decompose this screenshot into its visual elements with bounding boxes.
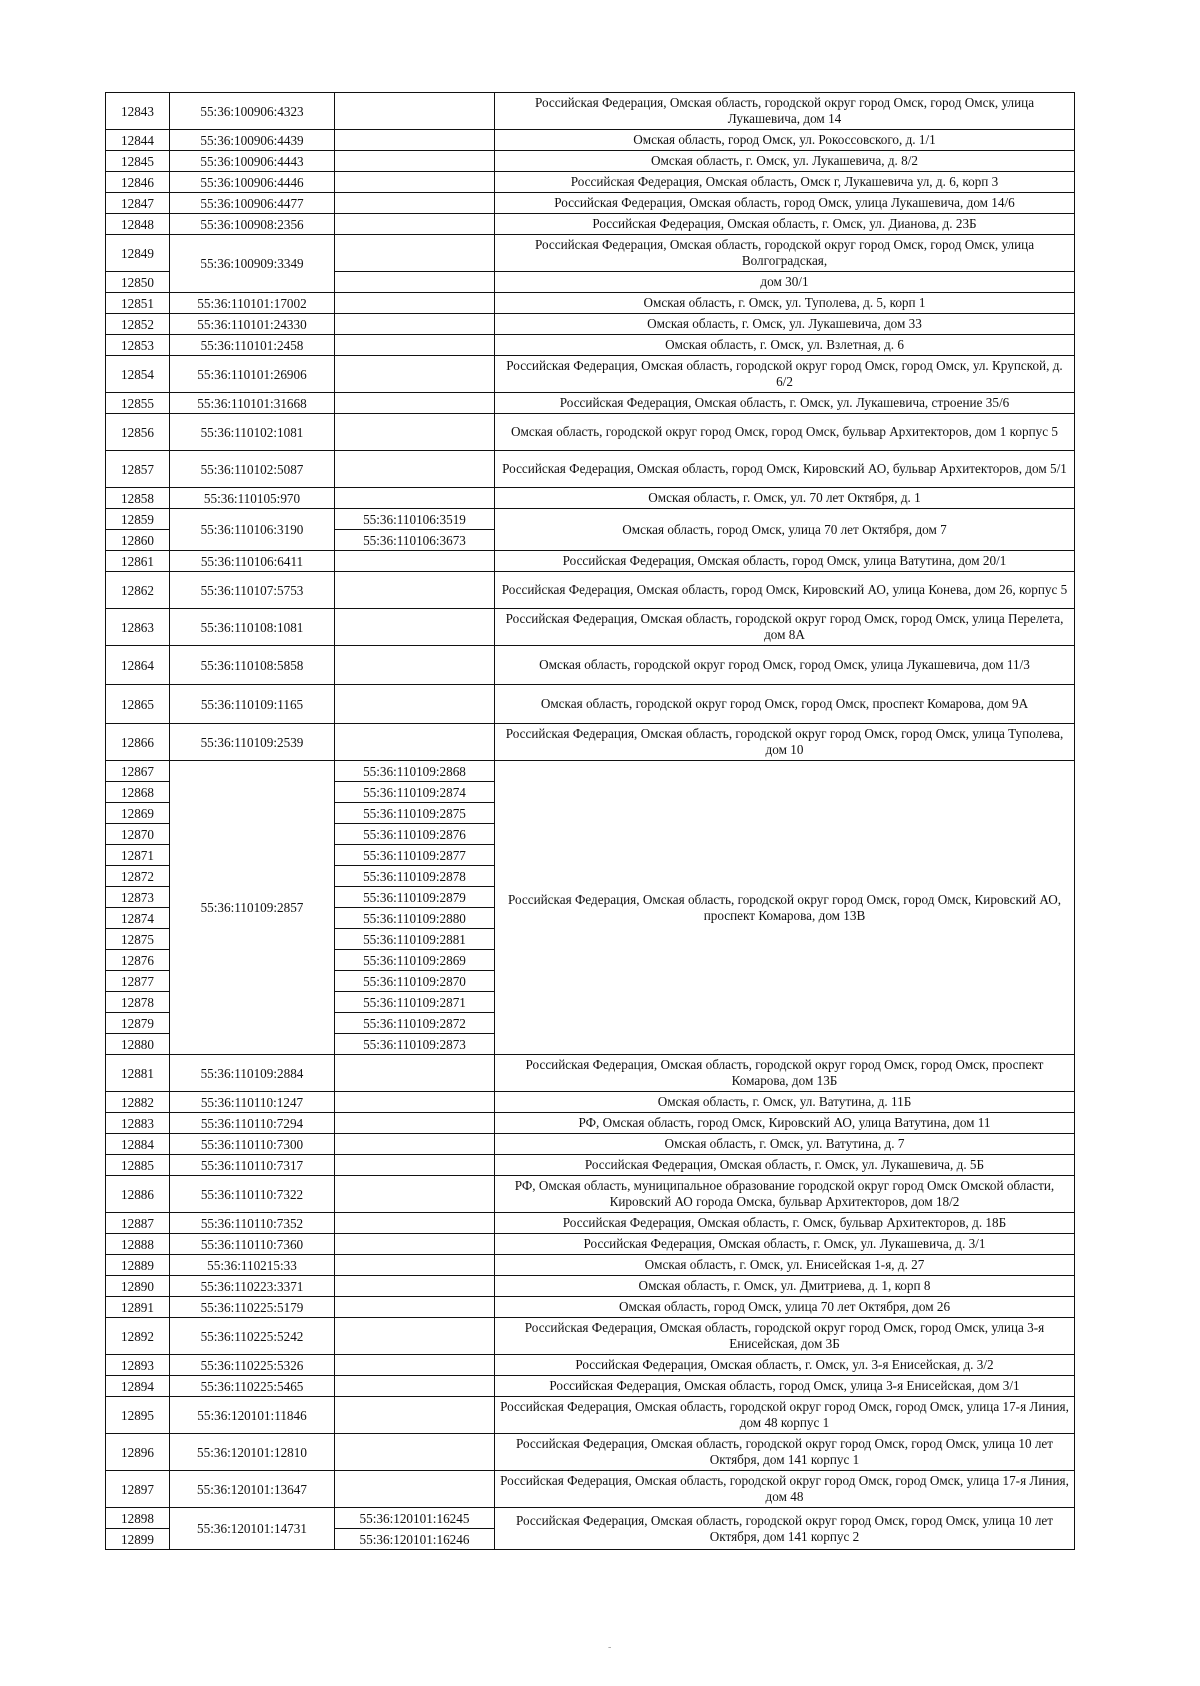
related-cadastral-cell bbox=[335, 685, 495, 724]
row-number-cell: 12866 bbox=[106, 724, 170, 761]
row-number-cell: 12888 bbox=[106, 1234, 170, 1255]
address-cell: Российская Федерация, Омская область, городской округ город Омск, город Омск, проспект Комарова, дом 13Б bbox=[495, 1055, 1075, 1092]
address-cell: Омская область, город Омск, улица 70 лет Октября, дом 7 bbox=[495, 509, 1075, 551]
row-number-cell: 12852 bbox=[106, 314, 170, 335]
cadastral-number-cell: 55:36:120101:12810 bbox=[170, 1434, 335, 1471]
row-number-cell: 12863 bbox=[106, 609, 170, 646]
related-cadastral-cell bbox=[335, 1134, 495, 1155]
cadastral-number-cell: 55:36:110215:33 bbox=[170, 1255, 335, 1276]
table-row bbox=[106, 1113, 1075, 1134]
address-cell: Омская область, г. Омск, ул. 70 лет Октября, д. 1 bbox=[495, 488, 1075, 509]
address-cell: Российская Федерация, Омская область, г. Омск, бульвар Архитекторов, д. 18Б bbox=[495, 1213, 1075, 1234]
related-cadastral-cell bbox=[335, 235, 495, 272]
table-row bbox=[106, 1297, 1075, 1318]
related-cadastral-cell bbox=[335, 551, 495, 572]
table-row bbox=[106, 609, 1075, 646]
row-number-cell: 12896 bbox=[106, 1434, 170, 1471]
cadastral-number-cell: 55:36:110109:2857 bbox=[170, 761, 335, 1055]
table-body bbox=[106, 93, 1075, 1550]
table-row bbox=[106, 1397, 1075, 1434]
table-row bbox=[106, 93, 1075, 130]
table-row bbox=[106, 1055, 1075, 1092]
related-cadastral-cell bbox=[335, 414, 495, 451]
cadastral-number-cell: 55:36:110110:1247 bbox=[170, 1092, 335, 1113]
related-cadastral-cell: 55:36:110109:2872 bbox=[335, 1013, 495, 1034]
row-number-cell: 12882 bbox=[106, 1092, 170, 1113]
address-cell: Омская область, городской округ город Омск, город Омск, бульвар Архитекторов, дом 1 корпус 5 bbox=[495, 414, 1075, 451]
related-cadastral-cell: 55:36:110106:3673 bbox=[335, 530, 495, 551]
related-cadastral-cell bbox=[335, 172, 495, 193]
row-number-cell: 12887 bbox=[106, 1213, 170, 1234]
row-number-cell: 12889 bbox=[106, 1255, 170, 1276]
row-number-cell: 12857 bbox=[106, 451, 170, 488]
cadastral-number-cell: 55:36:110106:6411 bbox=[170, 551, 335, 572]
table-row bbox=[106, 724, 1075, 761]
table-row bbox=[106, 1255, 1075, 1276]
row-number-cell: 12843 bbox=[106, 93, 170, 130]
related-cadastral-cell bbox=[335, 1055, 495, 1092]
table-row bbox=[106, 761, 1075, 782]
row-number-cell: 12869 bbox=[106, 803, 170, 824]
table-row bbox=[106, 1355, 1075, 1376]
row-number-cell: 12877 bbox=[106, 971, 170, 992]
row-number-cell: 12879 bbox=[106, 1013, 170, 1034]
cadastral-number-cell: 55:36:110102:1081 bbox=[170, 414, 335, 451]
table-row bbox=[106, 451, 1075, 488]
row-number-cell: 12858 bbox=[106, 488, 170, 509]
cadastral-number-cell: 55:36:110101:2458 bbox=[170, 335, 335, 356]
row-number-cell: 12861 bbox=[106, 551, 170, 572]
row-number-cell: 12880 bbox=[106, 1034, 170, 1055]
row-number-cell: 12859 bbox=[106, 509, 170, 530]
row-number-cell: 12867 bbox=[106, 761, 170, 782]
related-cadastral-cell: 55:36:110106:3519 bbox=[335, 509, 495, 530]
row-number-cell: 12893 bbox=[106, 1355, 170, 1376]
table-row bbox=[106, 130, 1075, 151]
cadastral-number-cell: 55:36:120101:11846 bbox=[170, 1397, 335, 1434]
row-number-cell: 12874 bbox=[106, 908, 170, 929]
address-cell: Российская Федерация, Омская область, г. Омск, ул. Лукашевича, строение 35/6 bbox=[495, 393, 1075, 414]
address-cell: Омская область, г. Омск, ул. Лукашевича, дом 33 bbox=[495, 314, 1075, 335]
row-number-cell: 12853 bbox=[106, 335, 170, 356]
address-cell: РФ, Омская область, город Омск, Кировский АО, улица Ватутина, дом 11 bbox=[495, 1113, 1075, 1134]
cadastral-number-cell: 55:36:110225:5326 bbox=[170, 1355, 335, 1376]
related-cadastral-cell bbox=[335, 572, 495, 609]
cadastral-number-cell: 55:36:110101:26906 bbox=[170, 356, 335, 393]
related-cadastral-cell: 55:36:110109:2868 bbox=[335, 761, 495, 782]
related-cadastral-cell bbox=[335, 1355, 495, 1376]
related-cadastral-cell: 55:36:120101:16245 bbox=[335, 1508, 495, 1529]
related-cadastral-cell bbox=[335, 314, 495, 335]
row-number-cell: 12883 bbox=[106, 1113, 170, 1134]
related-cadastral-cell bbox=[335, 393, 495, 414]
cadastral-number-cell: 55:36:120101:14731 bbox=[170, 1508, 335, 1550]
address-cell: Российская Федерация, Омская область, г. Омск, ул. Дианова, д. 23Б bbox=[495, 214, 1075, 235]
address-cell: Российская Федерация, Омская область, Омск г, Лукашевича ул, д. 6, корп 3 bbox=[495, 172, 1075, 193]
address-cell: Российская Федерация, Омская область, городской округ город Омск, город Омск, улица 3-я Енисейская, дом 3Б bbox=[495, 1318, 1075, 1355]
cadastral-number-cell: 55:36:100906:4439 bbox=[170, 130, 335, 151]
table-row bbox=[106, 193, 1075, 214]
address-cell: Российская Федерация, Омская область, городской округ город Омск, город Омск, улица 17-я Линия, дом 48 bbox=[495, 1471, 1075, 1508]
address-cell: дом 30/1 bbox=[495, 272, 1075, 293]
cadastral-number-cell: 55:36:110101:31668 bbox=[170, 393, 335, 414]
cadastral-number-cell: 55:36:110101:24330 bbox=[170, 314, 335, 335]
related-cadastral-cell: 55:36:110109:2874 bbox=[335, 782, 495, 803]
related-cadastral-cell bbox=[335, 1376, 495, 1397]
cadastral-number-cell: 55:36:100906:4477 bbox=[170, 193, 335, 214]
table-row bbox=[106, 1155, 1075, 1176]
address-cell: Российская Федерация, Омская область, город Омск, Кировский АО, улица Конева, дом 26, корпус 5 bbox=[495, 572, 1075, 609]
table-row bbox=[106, 1508, 1075, 1529]
related-cadastral-cell bbox=[335, 130, 495, 151]
row-number-cell: 12848 bbox=[106, 214, 170, 235]
related-cadastral-cell bbox=[335, 1155, 495, 1176]
cadastral-number-cell: 55:36:110101:17002 bbox=[170, 293, 335, 314]
related-cadastral-cell bbox=[335, 1176, 495, 1213]
related-cadastral-cell bbox=[335, 293, 495, 314]
related-cadastral-cell bbox=[335, 1471, 495, 1508]
related-cadastral-cell bbox=[335, 646, 495, 685]
related-cadastral-cell bbox=[335, 1234, 495, 1255]
table-row bbox=[106, 214, 1075, 235]
address-cell: Омская область, город Омск, ул. Рокоссовского, д. 1/1 bbox=[495, 130, 1075, 151]
address-cell: Российская Федерация, Омская область, г. Омск, ул. 3-я Енисейская, д. 3/2 bbox=[495, 1355, 1075, 1376]
table-row bbox=[106, 1134, 1075, 1155]
row-number-cell: 12878 bbox=[106, 992, 170, 1013]
cadastral-number-cell: 55:36:110108:1081 bbox=[170, 609, 335, 646]
row-number-cell: 12892 bbox=[106, 1318, 170, 1355]
row-number-cell: 12851 bbox=[106, 293, 170, 314]
cadastral-number-cell: 55:36:110110:7360 bbox=[170, 1234, 335, 1255]
related-cadastral-cell: 55:36:110109:2875 bbox=[335, 803, 495, 824]
cadastral-number-cell: 55:36:110110:7317 bbox=[170, 1155, 335, 1176]
related-cadastral-cell bbox=[335, 193, 495, 214]
cadastral-number-cell: 55:36:110109:2539 bbox=[170, 724, 335, 761]
related-cadastral-cell: 55:36:110109:2877 bbox=[335, 845, 495, 866]
address-cell: Российская Федерация, Омская область, г. Омск, ул. Лукашевича, д. 5Б bbox=[495, 1155, 1075, 1176]
address-cell: Омская область, г. Омск, ул. Ватутина, д. 7 bbox=[495, 1134, 1075, 1155]
related-cadastral-cell bbox=[335, 1318, 495, 1355]
table-row bbox=[106, 551, 1075, 572]
row-number-cell: 12871 bbox=[106, 845, 170, 866]
address-cell: Российская Федерация, Омская область, городской округ город Омск, город Омск, улица Волгоградская, bbox=[495, 235, 1075, 272]
address-cell: Омская область, городской округ город Омск, город Омск, проспект Комарова, дом 9А bbox=[495, 685, 1075, 724]
table-row bbox=[106, 293, 1075, 314]
row-number-cell: 12865 bbox=[106, 685, 170, 724]
row-number-cell: 12894 bbox=[106, 1376, 170, 1397]
address-cell: Омская область, г. Омск, ул. Дмитриева, д. 1, корп 8 bbox=[495, 1276, 1075, 1297]
table-row bbox=[106, 235, 1075, 272]
document-table-container bbox=[105, 92, 1074, 1550]
address-cell: РФ, Омская область, муниципальное образование городской округ город Омск Омской области, Кировский АО города Омска, бульвар Архитекторов, дом 18/2 bbox=[495, 1176, 1075, 1213]
table-row bbox=[106, 1176, 1075, 1213]
row-number-cell: 12885 bbox=[106, 1155, 170, 1176]
related-cadastral-cell bbox=[335, 356, 495, 393]
cadastral-number-cell: 55:36:110110:7352 bbox=[170, 1213, 335, 1234]
cadastral-number-cell: 55:36:100909:3349 bbox=[170, 235, 335, 293]
row-number-cell: 12884 bbox=[106, 1134, 170, 1155]
row-number-cell: 12855 bbox=[106, 393, 170, 414]
row-number-cell: 12872 bbox=[106, 866, 170, 887]
cadastral-number-cell: 55:36:110102:5087 bbox=[170, 451, 335, 488]
address-cell: Российская Федерация, Омская область, городской округ город Омск, город Омск, улица 10 лет Октября, дом 141 корпус 2 bbox=[495, 1508, 1075, 1550]
related-cadastral-cell bbox=[335, 335, 495, 356]
address-cell: Российская Федерация, Омская область, город Омск, Кировский АО, бульвар Архитекторов, дом 5/1 bbox=[495, 451, 1075, 488]
address-cell: Омская область, г. Омск, ул. Туполева, д. 5, корп 1 bbox=[495, 293, 1075, 314]
row-number-cell: 12873 bbox=[106, 887, 170, 908]
address-cell: Российская Федерация, Омская область, город Омск, улица Ватутина, дом 20/1 bbox=[495, 551, 1075, 572]
related-cadastral-cell bbox=[335, 1297, 495, 1318]
address-cell: Омская область, г. Омск, ул. Енисейская 1-я, д. 27 bbox=[495, 1255, 1075, 1276]
row-number-cell: 12844 bbox=[106, 130, 170, 151]
related-cadastral-cell bbox=[335, 1113, 495, 1134]
property-register-table bbox=[105, 92, 1075, 1550]
cadastral-number-cell: 55:36:110110:7300 bbox=[170, 1134, 335, 1155]
scan-speck: - bbox=[608, 1642, 612, 1653]
cadastral-number-cell: 55:36:110223:3371 bbox=[170, 1276, 335, 1297]
cadastral-number-cell: 55:36:110225:5465 bbox=[170, 1376, 335, 1397]
related-cadastral-cell bbox=[335, 1255, 495, 1276]
address-cell: Российская Федерация, Омская область, городской округ город Омск, город Омск, улица Перелета, дом 8А bbox=[495, 609, 1075, 646]
row-number-cell: 12845 bbox=[106, 151, 170, 172]
table-row bbox=[106, 172, 1075, 193]
row-number-cell: 12898 bbox=[106, 1508, 170, 1529]
address-cell: Омская область, городской округ город Омск, город Омск, улица Лукашевича, дом 11/3 bbox=[495, 646, 1075, 685]
row-number-cell: 12891 bbox=[106, 1297, 170, 1318]
table-row bbox=[106, 1318, 1075, 1355]
table-row bbox=[106, 1376, 1075, 1397]
related-cadastral-cell: 55:36:110109:2881 bbox=[335, 929, 495, 950]
table-row bbox=[106, 335, 1075, 356]
row-number-cell: 12895 bbox=[106, 1397, 170, 1434]
table-row bbox=[106, 572, 1075, 609]
address-cell: Российская Федерация, Омская область, городской округ город Омск, город Омск, улица 10 лет Октября, дом 141 корпус 1 bbox=[495, 1434, 1075, 1471]
address-cell: Омская область, г. Омск, ул. Лукашевича, д. 8/2 bbox=[495, 151, 1075, 172]
row-number-cell: 12886 bbox=[106, 1176, 170, 1213]
related-cadastral-cell: 55:36:110109:2870 bbox=[335, 971, 495, 992]
cadastral-number-cell: 55:36:100908:2356 bbox=[170, 214, 335, 235]
related-cadastral-cell bbox=[335, 1434, 495, 1471]
cadastral-number-cell: 55:36:110105:970 bbox=[170, 488, 335, 509]
row-number-cell: 12856 bbox=[106, 414, 170, 451]
row-number-cell: 12860 bbox=[106, 530, 170, 551]
row-number-cell: 12875 bbox=[106, 929, 170, 950]
row-number-cell: 12881 bbox=[106, 1055, 170, 1092]
related-cadastral-cell: 55:36:110109:2878 bbox=[335, 866, 495, 887]
related-cadastral-cell bbox=[335, 93, 495, 130]
table-row bbox=[106, 488, 1075, 509]
table-row bbox=[106, 509, 1075, 530]
table-row bbox=[106, 1213, 1075, 1234]
table-row bbox=[106, 685, 1075, 724]
related-cadastral-cell bbox=[335, 1276, 495, 1297]
address-cell: Российская Федерация, Омская область, городской округ город Омск, город Омск, Кировский АО, проспект Комарова, дом 13В bbox=[495, 761, 1075, 1055]
table-row bbox=[106, 1434, 1075, 1471]
related-cadastral-cell bbox=[335, 451, 495, 488]
row-number-cell: 12868 bbox=[106, 782, 170, 803]
cadastral-number-cell: 55:36:110110:7294 bbox=[170, 1113, 335, 1134]
cadastral-number-cell: 55:36:110107:5753 bbox=[170, 572, 335, 609]
cadastral-number-cell: 55:36:110109:1165 bbox=[170, 685, 335, 724]
table-row bbox=[106, 393, 1075, 414]
related-cadastral-cell bbox=[335, 151, 495, 172]
cadastral-number-cell: 55:36:110106:3190 bbox=[170, 509, 335, 551]
related-cadastral-cell bbox=[335, 214, 495, 235]
related-cadastral-cell: 55:36:110109:2880 bbox=[335, 908, 495, 929]
row-number-cell: 12876 bbox=[106, 950, 170, 971]
related-cadastral-cell bbox=[335, 724, 495, 761]
related-cadastral-cell bbox=[335, 1092, 495, 1113]
related-cadastral-cell bbox=[335, 609, 495, 646]
table-row bbox=[106, 414, 1075, 451]
related-cadastral-cell bbox=[335, 1213, 495, 1234]
table-row bbox=[106, 356, 1075, 393]
address-cell: Российская Федерация, Омская область, городской округ город Омск, город Омск, ул. Крупской, д. 6/2 bbox=[495, 356, 1075, 393]
address-cell: Российская Федерация, Омская область, городской округ город Омск, город Омск, улица Туполева, дом 10 bbox=[495, 724, 1075, 761]
cadastral-number-cell: 55:36:120101:13647 bbox=[170, 1471, 335, 1508]
row-number-cell: 12897 bbox=[106, 1471, 170, 1508]
row-number-cell: 12847 bbox=[106, 193, 170, 214]
row-number-cell: 12846 bbox=[106, 172, 170, 193]
row-number-cell: 12862 bbox=[106, 572, 170, 609]
related-cadastral-cell: 55:36:110109:2869 bbox=[335, 950, 495, 971]
address-cell: Российская Федерация, Омская область, город Омск, улица Лукашевича, дом 14/6 bbox=[495, 193, 1075, 214]
table-row bbox=[106, 646, 1075, 685]
table-row bbox=[106, 1092, 1075, 1113]
cadastral-number-cell: 55:36:100906:4323 bbox=[170, 93, 335, 130]
related-cadastral-cell: 55:36:110109:2871 bbox=[335, 992, 495, 1013]
cadastral-number-cell: 55:36:110225:5242 bbox=[170, 1318, 335, 1355]
related-cadastral-cell bbox=[335, 488, 495, 509]
cadastral-number-cell: 55:36:100906:4446 bbox=[170, 172, 335, 193]
related-cadastral-cell: 55:36:110109:2873 bbox=[335, 1034, 495, 1055]
row-number-cell: 12864 bbox=[106, 646, 170, 685]
row-number-cell: 12850 bbox=[106, 272, 170, 293]
related-cadastral-cell: 55:36:120101:16246 bbox=[335, 1529, 495, 1550]
cadastral-number-cell: 55:36:110108:5858 bbox=[170, 646, 335, 685]
related-cadastral-cell bbox=[335, 272, 495, 293]
row-number-cell: 12890 bbox=[106, 1276, 170, 1297]
table-row bbox=[106, 151, 1075, 172]
address-cell: Российская Федерация, Омская область, городской округ город Омск, город Омск, улица Лукашевича, дом 14 bbox=[495, 93, 1075, 130]
address-cell: Российская Федерация, Омская область, городской округ город Омск, город Омск, улица 17-я Линия, дом 48 корпус 1 bbox=[495, 1397, 1075, 1434]
row-number-cell: 12854 bbox=[106, 356, 170, 393]
address-cell: Омская область, город Омск, улица 70 лет Октября, дом 26 bbox=[495, 1297, 1075, 1318]
related-cadastral-cell bbox=[335, 1397, 495, 1434]
table-row bbox=[106, 1234, 1075, 1255]
cadastral-number-cell: 55:36:110110:7322 bbox=[170, 1176, 335, 1213]
related-cadastral-cell: 55:36:110109:2876 bbox=[335, 824, 495, 845]
table-row bbox=[106, 1471, 1075, 1508]
address-cell: Российская Федерация, Омская область, город Омск, улица 3-я Енисейская, дом 3/1 bbox=[495, 1376, 1075, 1397]
table-row bbox=[106, 1276, 1075, 1297]
row-number-cell: 12899 bbox=[106, 1529, 170, 1550]
address-cell: Омская область, г. Омск, ул. Ватутина, д. 11Б bbox=[495, 1092, 1075, 1113]
row-number-cell: 12849 bbox=[106, 235, 170, 272]
address-cell: Омская область, г. Омск, ул. Взлетная, д. 6 bbox=[495, 335, 1075, 356]
address-cell: Российская Федерация, Омская область, г. Омск, ул. Лукашевича, д. 3/1 bbox=[495, 1234, 1075, 1255]
row-number-cell: 12870 bbox=[106, 824, 170, 845]
table-row bbox=[106, 314, 1075, 335]
cadastral-number-cell: 55:36:110225:5179 bbox=[170, 1297, 335, 1318]
cadastral-number-cell: 55:36:100906:4443 bbox=[170, 151, 335, 172]
cadastral-number-cell: 55:36:110109:2884 bbox=[170, 1055, 335, 1092]
related-cadastral-cell: 55:36:110109:2879 bbox=[335, 887, 495, 908]
